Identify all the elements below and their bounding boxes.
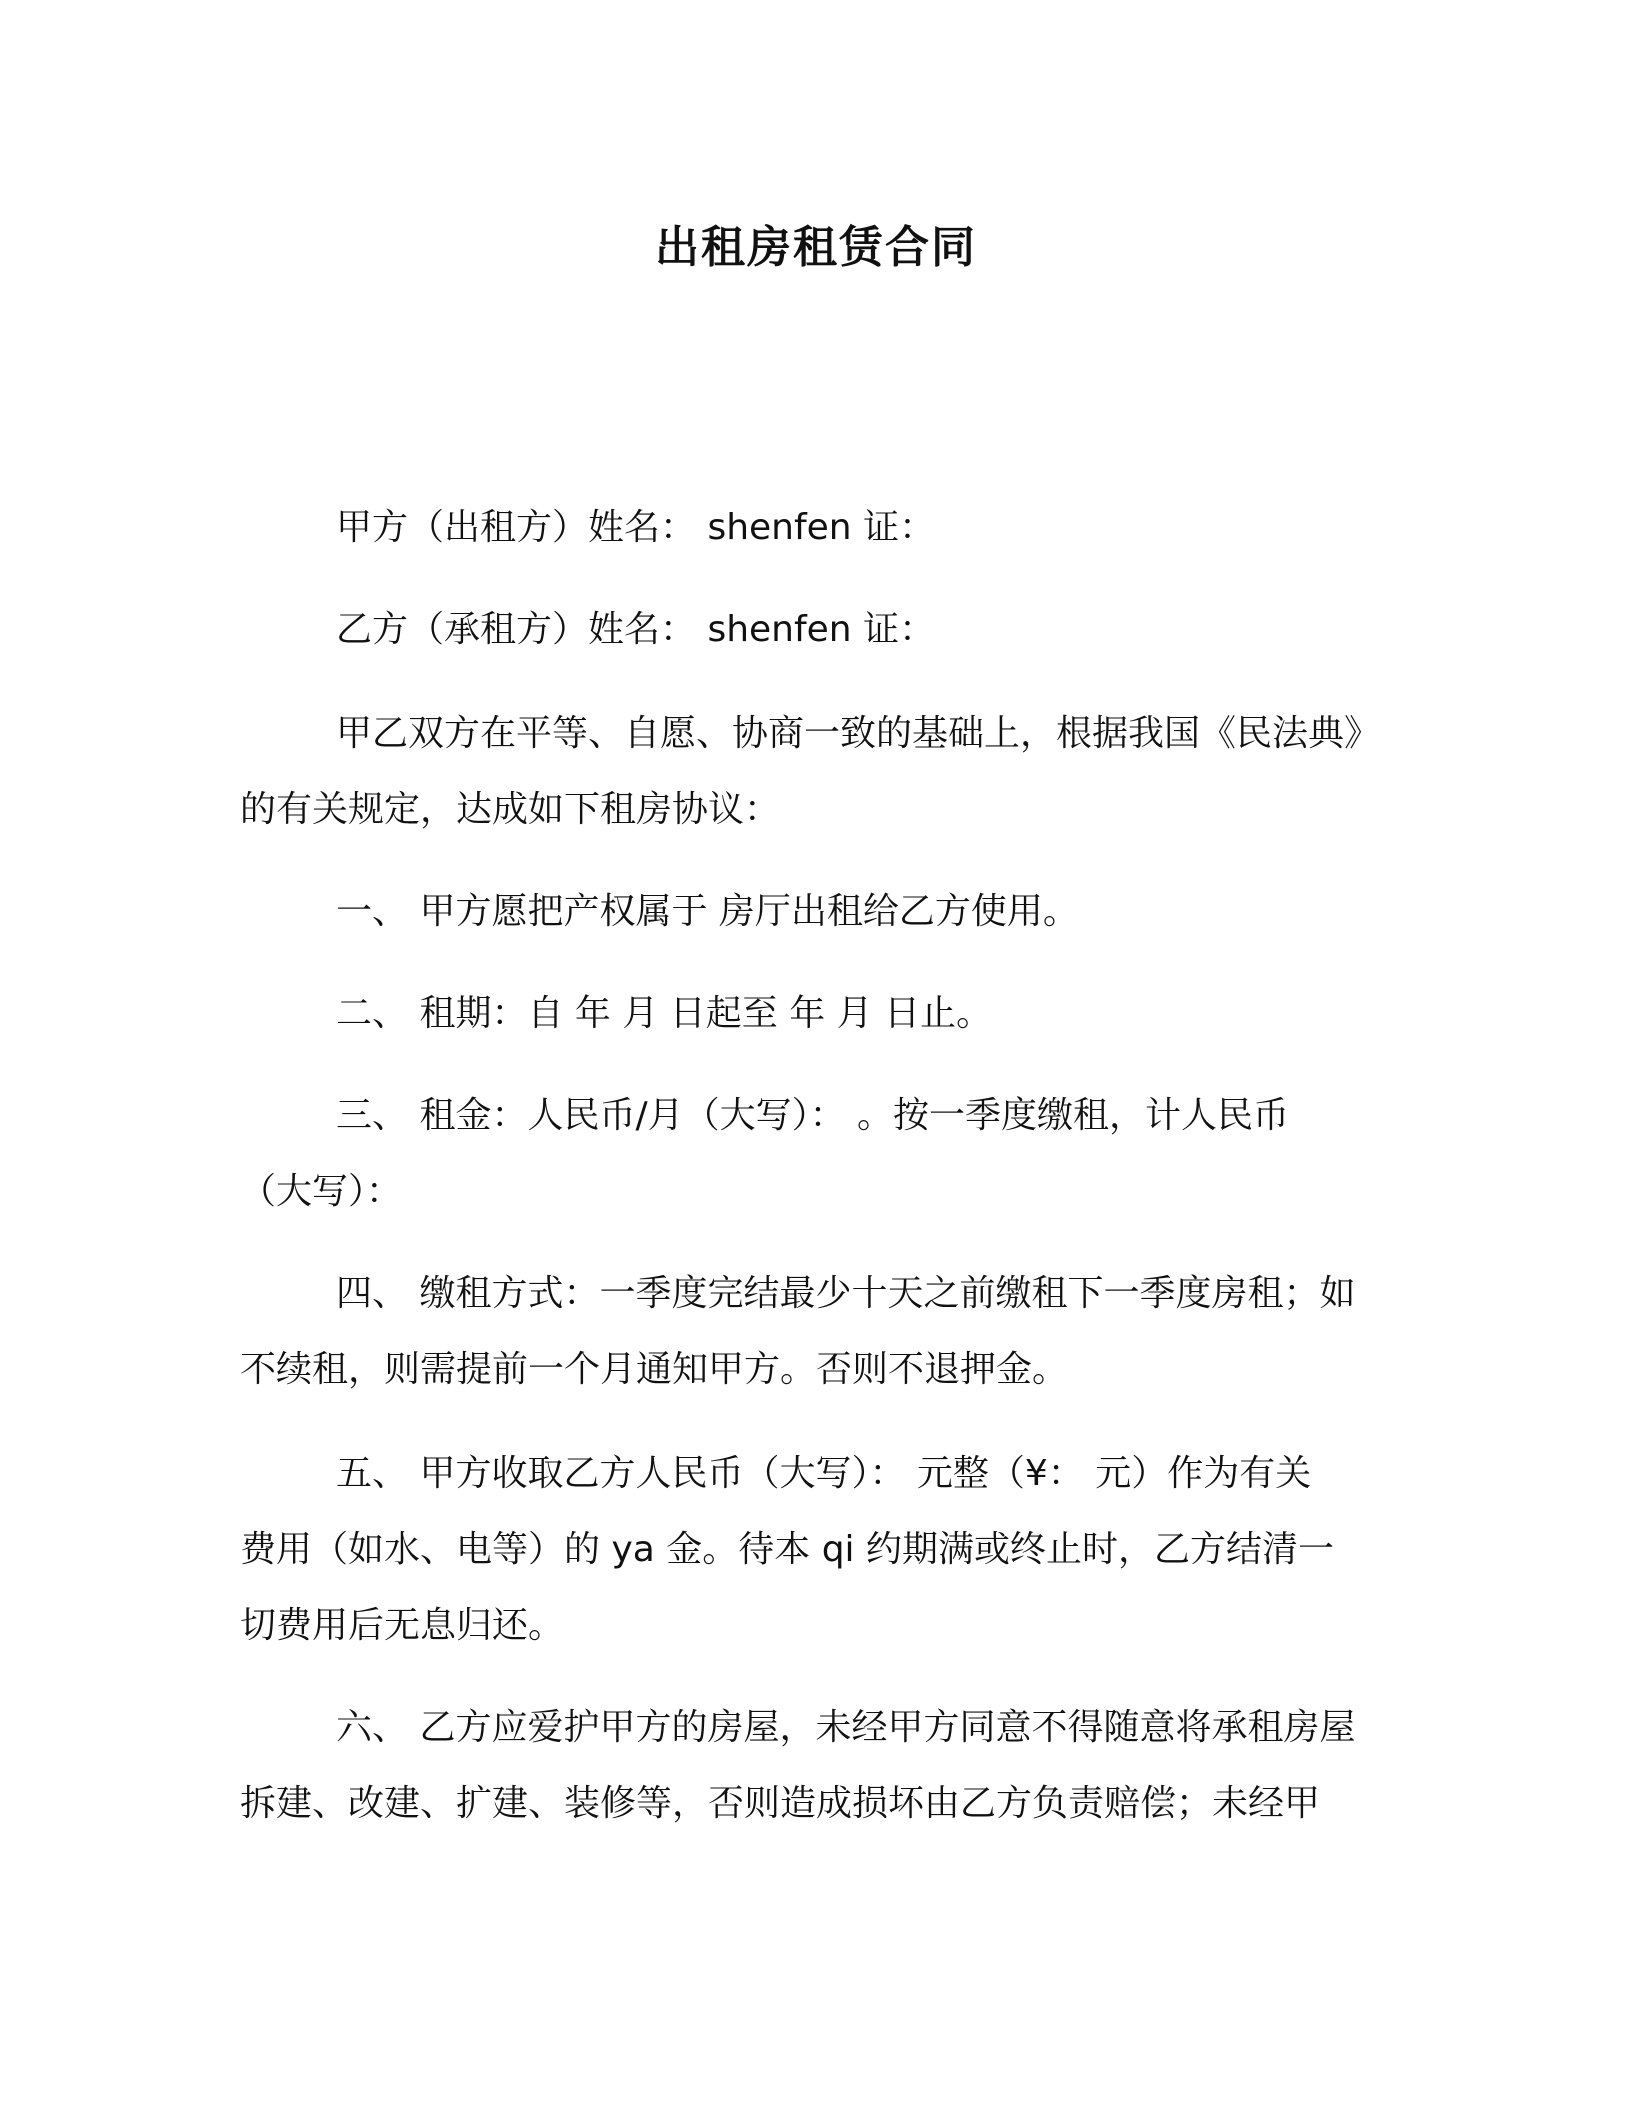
clause-6-line-1: 六、 乙方应爱护甲方的房屋，未经甲方同意不得随意将承租房屋 <box>336 1707 1356 1748</box>
clause-6-line-2: 拆建、改建、扩建、装修等，否则造成损坏由乙方负责赔偿；未经甲 <box>240 1783 1321 1824</box>
clause-3-line-1: 三、 租金：人民币/月（大写）： 。按一季度缴租，计人民币 <box>336 1095 1290 1136</box>
clause-4-line-1: 四、 缴租方式：一季度完结最少十天之前缴租下一季度房租；如 <box>336 1273 1356 1314</box>
party-a-line: 甲方（出租方）姓名： shenfen 证： <box>336 507 936 548</box>
clause-3-line-2: （大写）： <box>240 1171 403 1212</box>
preamble-line-2: 的有关规定，达成如下租房协议： <box>240 789 781 830</box>
clause-5-line-3: 切费用后无息归还。 <box>240 1605 565 1646</box>
party-b-line: 乙方（承租方）姓名： shenfen 证： <box>336 609 936 650</box>
clause-4-line-2: 不续租，则需提前一个月通知甲方。否则不退押金。 <box>240 1349 1069 1390</box>
preamble-line-1: 甲乙双方在平等、自愿、协商一致的基础上，根据我国《民法典》 <box>336 713 1381 754</box>
clause-5-line-2: 费用（如水、电等）的 ya 金。待本 qi 约期满或终止时，乙方结清一 <box>240 1529 1334 1570</box>
clause-5-line-1: 五、 甲方收取乙方人民币（大写）： 元整（¥： 元）作为有关 <box>336 1453 1312 1494</box>
clause-1-line: 一、 甲方愿把产权属于 房厅出租给乙方使用。 <box>336 891 1079 932</box>
document-title: 出租房租赁合同 <box>655 222 977 273</box>
clause-2-line: 二、 租期：自 年 月 日起至 年 月 日止。 <box>336 993 993 1034</box>
